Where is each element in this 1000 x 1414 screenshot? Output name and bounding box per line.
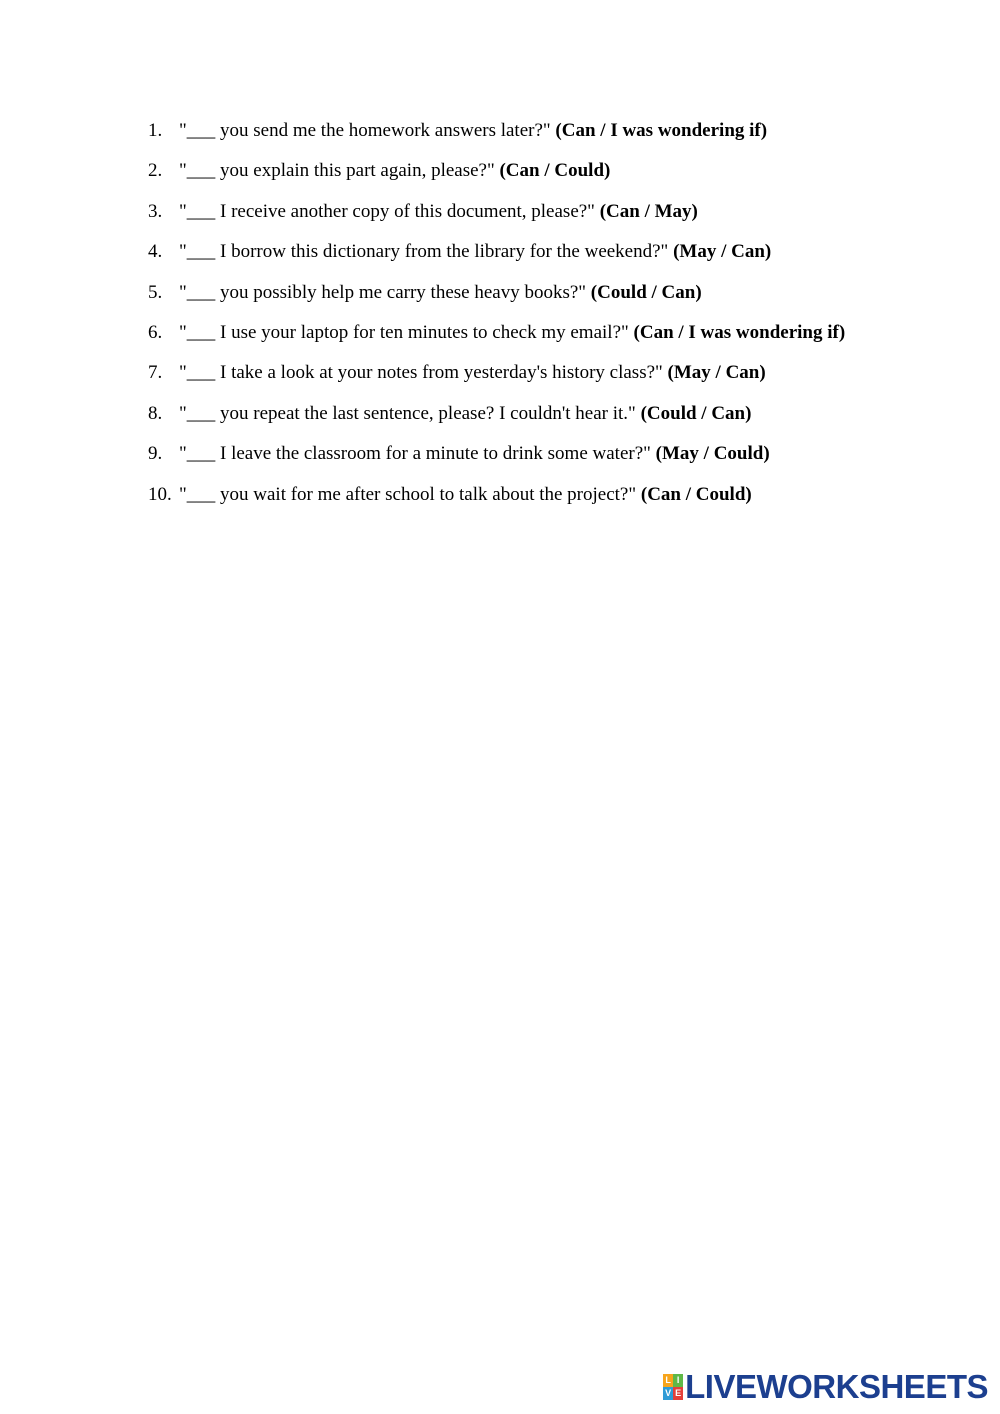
item-sentence: "___ I borrow this dictionary from the library for the weekend?": [179, 241, 674, 263]
item-number: 1.: [148, 120, 163, 141]
item-sentence: "___ I leave the classroom for a minute to drink some water?": [179, 443, 656, 465]
item-sentence: "___ you send me the homework answers later?": [179, 120, 556, 141]
item-sentence: "___ you explain this part again, please?": [179, 160, 500, 182]
item-number: 2.: [148, 160, 163, 182]
exercise-item: [148, 157, 868, 184]
item-number: 6.: [148, 321, 163, 343]
exercise-item: [148, 238, 868, 265]
logo-letter-l: L: [663, 1374, 673, 1387]
logo-letter-i: I: [673, 1374, 683, 1387]
logo-letter-v: V: [665, 1388, 672, 1398]
exercise-item: [148, 198, 868, 225]
exercise-item: [148, 279, 868, 306]
item-number: 9.: [148, 443, 163, 465]
item-options: (Could / Can): [590, 281, 702, 303]
item-number: 7.: [148, 362, 163, 384]
item-sentence: "___ you wait for me after school to talk about the project?": [179, 483, 641, 505]
exercise-item: [148, 319, 868, 346]
item-number: 3.: [148, 200, 163, 222]
exercise-item: [148, 400, 868, 427]
logo-wordmark: LIVEWORKSHEETS: [685, 1368, 988, 1405]
liveworksheets-logo: [663, 1368, 988, 1405]
exercise-item: [148, 440, 868, 467]
item-options: (May / Could): [655, 443, 770, 465]
item-number: 5.: [148, 281, 163, 303]
item-number: 10.: [148, 483, 172, 505]
item-sentence: "___ I use your laptop for ten minutes to check my email?": [179, 321, 634, 343]
exercise-item: [148, 359, 868, 386]
item-number: 8.: [148, 402, 163, 424]
logo-icon: [663, 1374, 683, 1400]
item-options: (Can / Could): [640, 483, 752, 505]
exercise-item: [148, 481, 868, 508]
item-options: (Can / I was wondering if): [633, 321, 846, 343]
item-options: (Could / Can): [640, 402, 752, 424]
item-options: (Can / I was wondering if): [555, 120, 768, 141]
item-number: 4.: [148, 241, 163, 263]
logo-letter-e: E: [675, 1388, 682, 1398]
item-options: (May / Can): [673, 241, 772, 263]
exercise-item: [148, 117, 868, 144]
item-sentence: "___ you possibly help me carry these heavy books?": [179, 281, 591, 303]
exercise-list: [148, 117, 868, 521]
item-options: (May / Can): [667, 362, 766, 384]
item-sentence: "___ you repeat the last sentence, please? I couldn't hear it.": [179, 402, 641, 424]
item-sentence: "___ I receive another copy of this document, please?": [179, 200, 600, 222]
item-options: (Can / Could): [499, 160, 611, 182]
item-sentence: "___ I take a look at your notes from yesterday's history class?": [179, 362, 668, 384]
item-options: (Can / May): [599, 200, 698, 222]
